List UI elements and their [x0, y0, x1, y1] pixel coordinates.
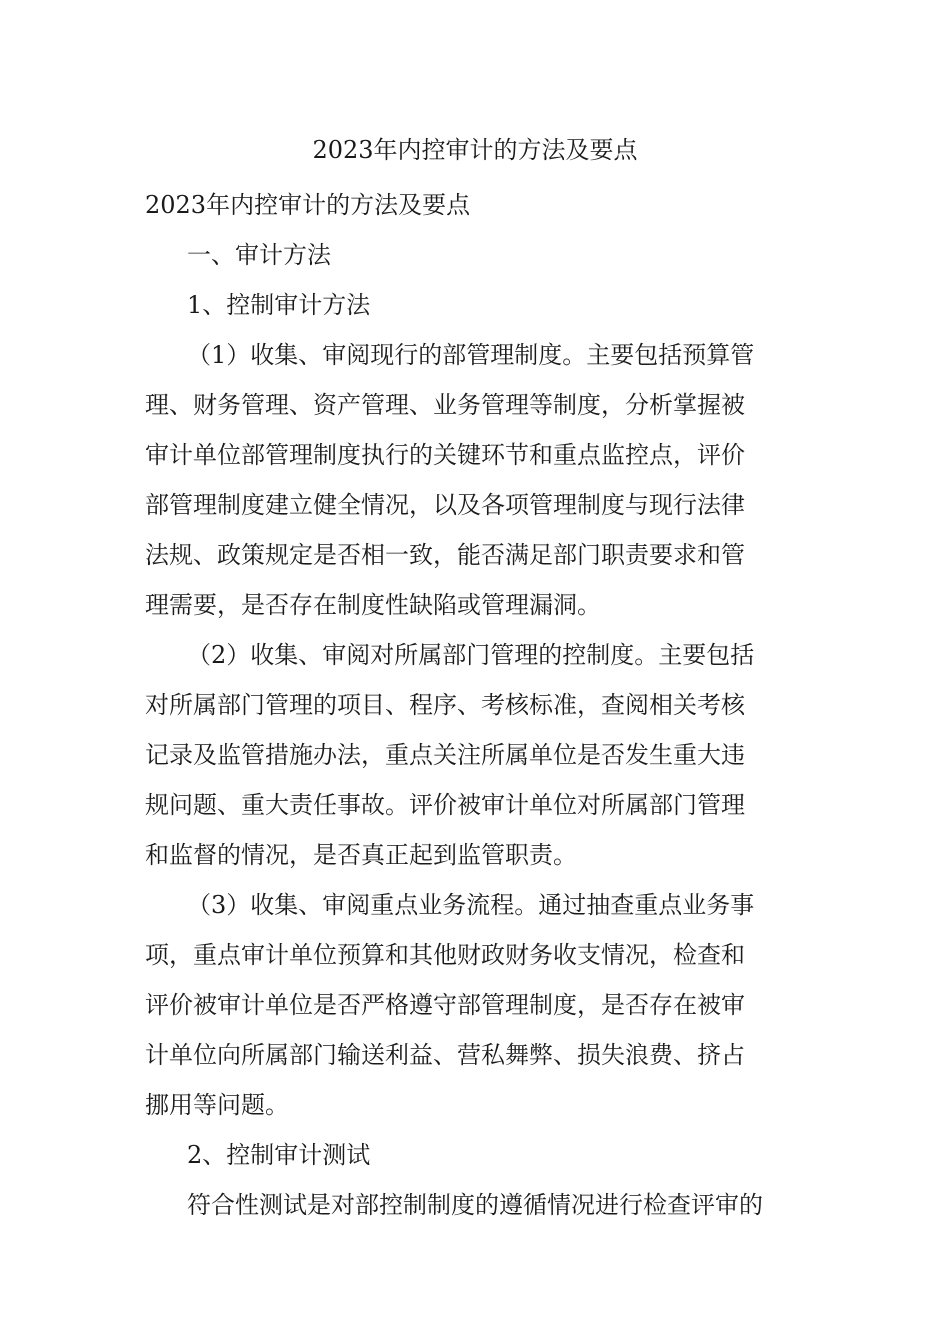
text-line: （2）收集、审阅对所属部门管理的控制度。主要包括	[187, 641, 755, 669]
text-line: 理需要，是否存在制度性缺陷或管理漏洞。	[145, 591, 601, 619]
text-line: 符合性测试是对部控制制度的遵循情况进行检查评审的	[187, 1191, 763, 1219]
text-line: 对所属部门管理的项目、程序、考核标准，查阅相关考核	[145, 691, 745, 719]
text-line: 挪用等问题。	[145, 1091, 289, 1119]
text-line: （1）收集、审阅现行的部管理制度。主要包括预算管	[187, 341, 755, 369]
document-title: 2023年内控审计的方法及要点	[312, 136, 638, 164]
text-line: 计单位向所属部门输送利益、营私舞弊、损失浪费、挤占	[145, 1041, 745, 1069]
text-line: 规问题、重大责任事故。评价被审计单位对所属部门管理	[145, 791, 745, 819]
text-line: 项，重点审计单位预算和其他财政财务收支情况，检查和	[145, 941, 745, 969]
text-line: 评价被审计单位是否严格遵守部管理制度，是否存在被审	[145, 991, 745, 1019]
text-line: 和监督的情况，是否真正起到监管职责。	[145, 841, 577, 869]
text-line: 一、审计方法	[187, 241, 331, 269]
document-body	[145, 180, 815, 1230]
text-line: 记录及监管措施办法，重点关注所属单位是否发生重大违	[145, 741, 745, 769]
text-line: 法规、政策规定是否相一致，能否满足部门职责要求和管	[145, 541, 745, 569]
text-line: 理、财务管理、资产管理、业务管理等制度，分析掌握被	[145, 391, 745, 419]
text-line: 2023年内控审计的方法及要点	[145, 191, 471, 219]
text-line: 2、控制审计测试	[187, 1141, 371, 1169]
text-line: 1、控制审计方法	[187, 291, 371, 319]
text-line: （3）收集、审阅重点业务流程。通过抽查重点业务事	[187, 891, 755, 919]
text-line: 部管理制度建立健全情况，以及各项管理制度与现行法律	[145, 491, 745, 519]
text-line: 审计单位部管理制度执行的关键环节和重点监控点，评价	[145, 441, 745, 469]
